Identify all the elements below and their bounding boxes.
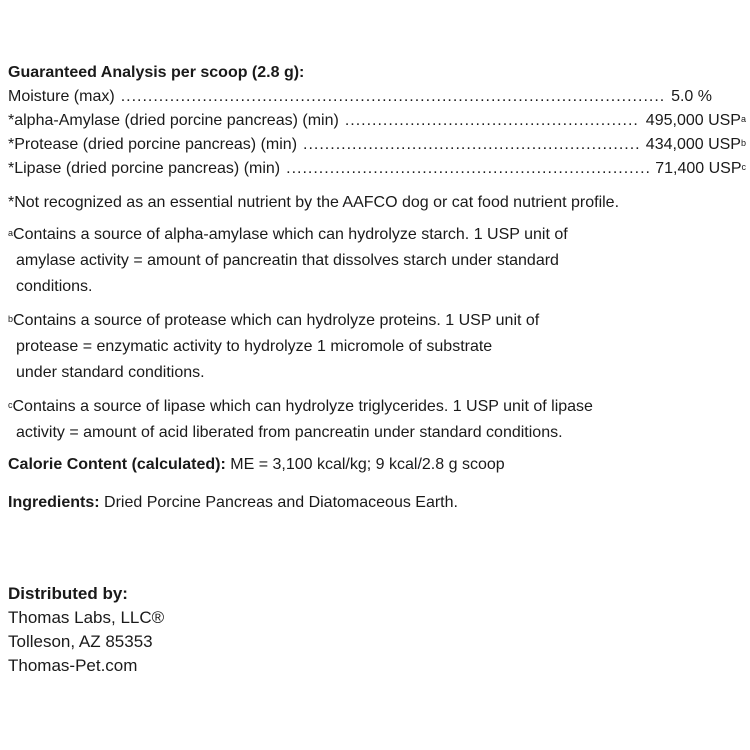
- footnote-marker: a: [8, 228, 14, 238]
- footnote-marker: b: [8, 314, 14, 324]
- footnote-b: [8, 308, 746, 386]
- footnote-line: [8, 308, 746, 334]
- value-text: 71,400 USP: [655, 160, 742, 177]
- footnote-text: Contains a source of protease which can hydrolyze proteins. 1 USP unit of: [13, 312, 540, 329]
- footnote-line: amylase activity = amount of pancreatin that dissolves starch under standard: [16, 252, 559, 269]
- analysis-row-value: [646, 110, 746, 132]
- footnote-marker: b: [740, 138, 746, 148]
- footnote-line: activity = amount of acid liberated from pancreatin under standard conditions.: [16, 424, 563, 441]
- footnote-line: protease = enzymatic activity to hydrolyze 1 micromole of substrate: [16, 338, 493, 355]
- footnote-marker: c: [8, 400, 13, 410]
- analysis-row-name: *Protease (dried porcine pancreas) (min): [8, 136, 298, 153]
- analysis-heading: Guaranteed Analysis per scoop (2.8 g):: [8, 64, 305, 81]
- distributor-heading: Distributed by:: [8, 584, 128, 603]
- analysis-row-amylase: [8, 110, 746, 134]
- analysis-row-moisture: [8, 86, 746, 110]
- dot-leader: [345, 110, 640, 132]
- analysis-row-lipase: [8, 158, 746, 182]
- footnote-marker: a: [740, 114, 746, 124]
- distributor-block: [8, 582, 164, 678]
- value-text: 434,000 USP: [645, 136, 741, 153]
- distributor-name: Thomas Labs, LLC®: [8, 608, 165, 627]
- footnote-c: [8, 394, 746, 446]
- dot-leader: [121, 86, 665, 108]
- ingredients-label: Ingredients:: [8, 494, 100, 511]
- guaranteed-analysis-panel: [8, 62, 746, 522]
- analysis-row-value: [655, 158, 746, 180]
- footnote-text: Contains a source of alpha-amylase which can hydrolyze starch. 1 USP unit of: [13, 226, 568, 243]
- analysis-row-value: [646, 134, 746, 156]
- distributor-website: Thomas-Pet.com: [8, 656, 138, 675]
- calorie-label: Calorie Content (calculated):: [8, 456, 226, 473]
- ingredients-text: Dried Porcine Pancreas and Diatomaceous Earth.: [99, 494, 458, 511]
- calorie-content: [8, 452, 746, 484]
- dot-leader: [286, 158, 649, 180]
- calorie-text: ME = 3,100 kcal/kg; 9 kcal/2.8 g scoop: [225, 456, 505, 473]
- analysis-row-name: *Lipase (dried porcine pancreas) (min): [8, 160, 281, 177]
- footnote-line: [8, 394, 746, 420]
- analysis-row-name: *alpha-Amylase (dried porcine pancreas) (min): [8, 112, 339, 129]
- dot-leader: [303, 134, 640, 156]
- analysis-row-protease: [8, 134, 746, 158]
- analysis-row-value: 5.0 %: [671, 88, 712, 105]
- analysis-row-name: Moisture (max): [8, 88, 115, 105]
- distributor-address: Tolleson, AZ 85353: [8, 632, 153, 651]
- footnote-text: Contains a source of lipase which can hydrolyze triglycerides. 1 USP unit of lipase: [12, 398, 593, 415]
- value-text: 495,000 USP: [645, 112, 741, 129]
- footnote-line: [8, 222, 746, 248]
- ingredients: [8, 490, 746, 522]
- footnote-a: [8, 222, 746, 300]
- footnote-line: conditions.: [16, 278, 93, 295]
- asterisk-note: *Not recognized as an essential nutrient by the AAFCO dog or cat food nutrient profile.: [8, 194, 620, 211]
- footnote-line: under standard conditions.: [16, 364, 205, 381]
- footnote-marker: c: [741, 162, 746, 172]
